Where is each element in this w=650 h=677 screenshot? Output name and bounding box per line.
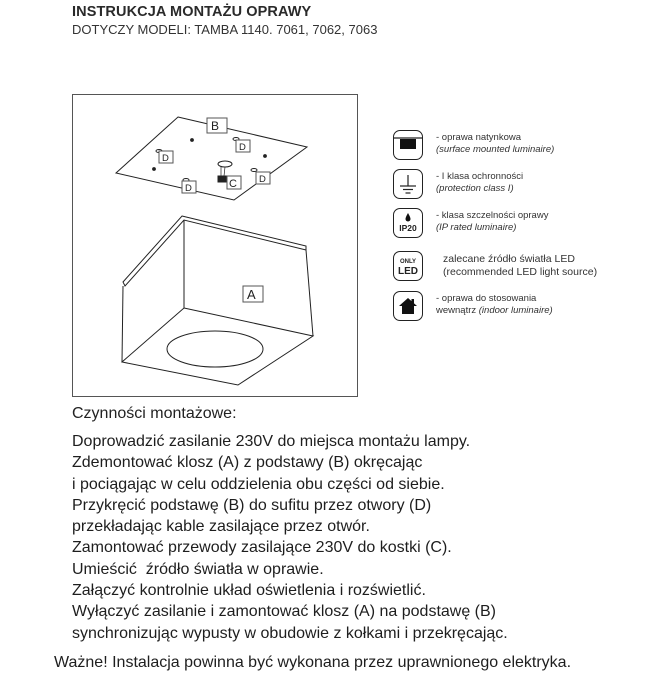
label-b: B: [211, 119, 220, 133]
assembly-diagram: [72, 94, 358, 397]
cable-hole: [218, 161, 232, 167]
ip20-text: IP20: [399, 223, 417, 233]
step-line: i pociągając w celu oddzielenia obu części od siebie.: [72, 475, 445, 493]
step-line: Wyłączyć zasilanie i zamontować klosz (A) na podstawę (B): [72, 603, 497, 621]
step-line: synchronizując wypusty w obudowie z kołkami i przekręcając.: [72, 624, 508, 642]
ip20-icon: [393, 208, 423, 238]
legend-label: - oprawa do stosowania: [436, 293, 537, 304]
hole-d: [251, 169, 257, 172]
step-line: Doprowadzić zasilanie 230V do miejsca montażu lampy.: [72, 433, 471, 450]
label-d: D: [259, 174, 266, 185]
legend-label-en: (protection class I): [436, 183, 514, 194]
legend-label-en: (IP rated luminaire): [436, 222, 517, 233]
legend-label-en: (indoor luminaire): [478, 305, 553, 316]
hole-dot: [191, 139, 194, 142]
only-text: ONLY: [399, 259, 417, 265]
legend-label: - klasa szczelności oprawy: [436, 210, 549, 221]
terminal-block: [218, 176, 226, 182]
step-line: Zamontować przewody zasilające 230V do kostki (C).: [72, 539, 452, 557]
shade-opening: [167, 331, 263, 367]
surface-mounted-icon: [393, 130, 423, 160]
label-c: C: [229, 178, 237, 190]
legend-label-cont: wewnątrz: [436, 305, 479, 316]
label-d: D: [185, 183, 192, 194]
legend-label: - I klasa ochronności: [436, 171, 524, 182]
hole-dot: [264, 155, 267, 158]
label-a: A: [247, 287, 256, 302]
step-line: Przykręcić podstawę (B) do sufitu przez otwory (D): [72, 496, 432, 514]
step-line: Zdemontować klosz (A) z podstawy (B) okręcając: [72, 454, 423, 472]
legend-label-en: (recommended LED light source): [443, 266, 598, 278]
models-subtitle: DOTYCZY MODELI: TAMBA 1140. 7061, 7062, 7063: [72, 22, 378, 37]
only-led-icon: [393, 251, 423, 281]
label-d: D: [162, 153, 169, 164]
shade-bottom-face: [122, 308, 313, 385]
shade-top-rim: [123, 216, 306, 286]
legend-label-en: (surface mounted luminaire): [436, 144, 555, 155]
steps-heading: Czynności montażowe:: [72, 405, 237, 422]
legend-label: zalecane źródło światła LED: [443, 253, 575, 265]
indoor-icon: [393, 291, 423, 321]
document-title: INSTRUKCJA MONTAŻU OPRAWY: [72, 4, 312, 20]
steps-list: [72, 431, 508, 644]
led-text: LED: [398, 266, 418, 277]
step-line: Załączyć kontrolnie układ oświetlenia i rozświetlić.: [72, 582, 426, 600]
legend-label: - oprawa natynkowa: [436, 132, 522, 143]
label-d: D: [239, 142, 246, 153]
step-line: przekładając kable zasilające przez otwór.: [72, 518, 370, 536]
hole-dot: [153, 168, 156, 171]
protection-class-icon: [393, 169, 423, 199]
step-line: Umieścić źródło światła w oprawie.: [72, 560, 324, 578]
warning-note: Ważne! Instalacja powinna być wykonana przez uprawnionego elektryka.: [54, 654, 572, 671]
